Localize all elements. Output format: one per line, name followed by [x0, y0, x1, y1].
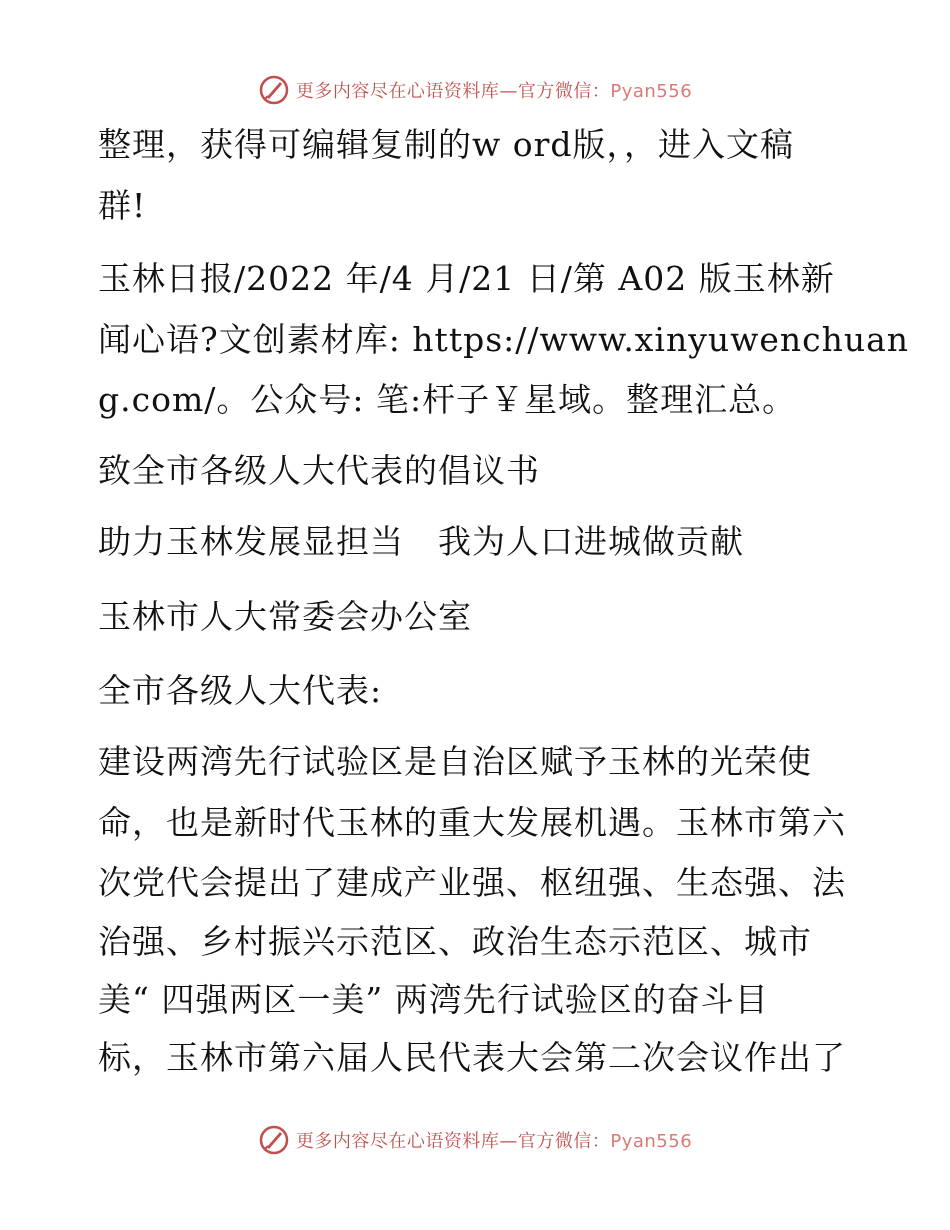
document-subtitle: 助力玉林发展显担当 我为人口进城做贡献: [98, 522, 744, 561]
quill-logo-icon: [258, 1124, 290, 1156]
text-line: 治强、乡村振兴示范区、政治生态示范区、城市: [98, 922, 812, 961]
watermark-text: 更多内容尽在心语资料库—官方微信：Pyan556: [295, 1131, 693, 1152]
document-author: 玉林市人大常委会办公室: [98, 597, 472, 636]
quill-logo-icon: [258, 74, 290, 106]
text-line: 标，玉林市第六届人民代表大会第二次会议作出了: [98, 1038, 846, 1077]
text-line: 美“ 四强两区一美” 两湾先行试验区的奋斗目: [98, 980, 769, 1019]
text-line: 建设两湾先行试验区是自治区赋予玉林的光荣使: [98, 742, 812, 781]
text-line: 次党代会提出了建成产业强、枢纽强、生态强、法: [98, 863, 846, 902]
text-line: 整理，获得可编辑复制的w ord版，，进入文稿: [98, 125, 795, 164]
text-line: 群!: [98, 186, 147, 225]
wechat-handle: Pyan556: [610, 1131, 693, 1152]
text-line: 玉林日报/2022 年/4 月/21 日/第 A02 版玉林新: [98, 259, 835, 298]
text-line: 命，也是新时代玉林的重大发展机遇。玉林市第六: [98, 803, 846, 842]
footer-watermark-banner: [0, 1120, 950, 1160]
wechat-handle: Pyan556: [610, 81, 693, 102]
text-line: 闻心语?文创素材库: https://www.xinyuwenchuan: [98, 320, 910, 359]
document-title: 致全市各级人大代表的倡议书: [98, 451, 540, 490]
watermark-text: 更多内容尽在心语资料库—官方微信：Pyan556: [295, 81, 693, 102]
header-watermark-banner: [0, 70, 950, 110]
text-line: g.com/。公众号: 笔:杆子￥星域。整理汇总。: [98, 380, 797, 419]
salutation: 全市各级人大代表:: [98, 671, 383, 710]
